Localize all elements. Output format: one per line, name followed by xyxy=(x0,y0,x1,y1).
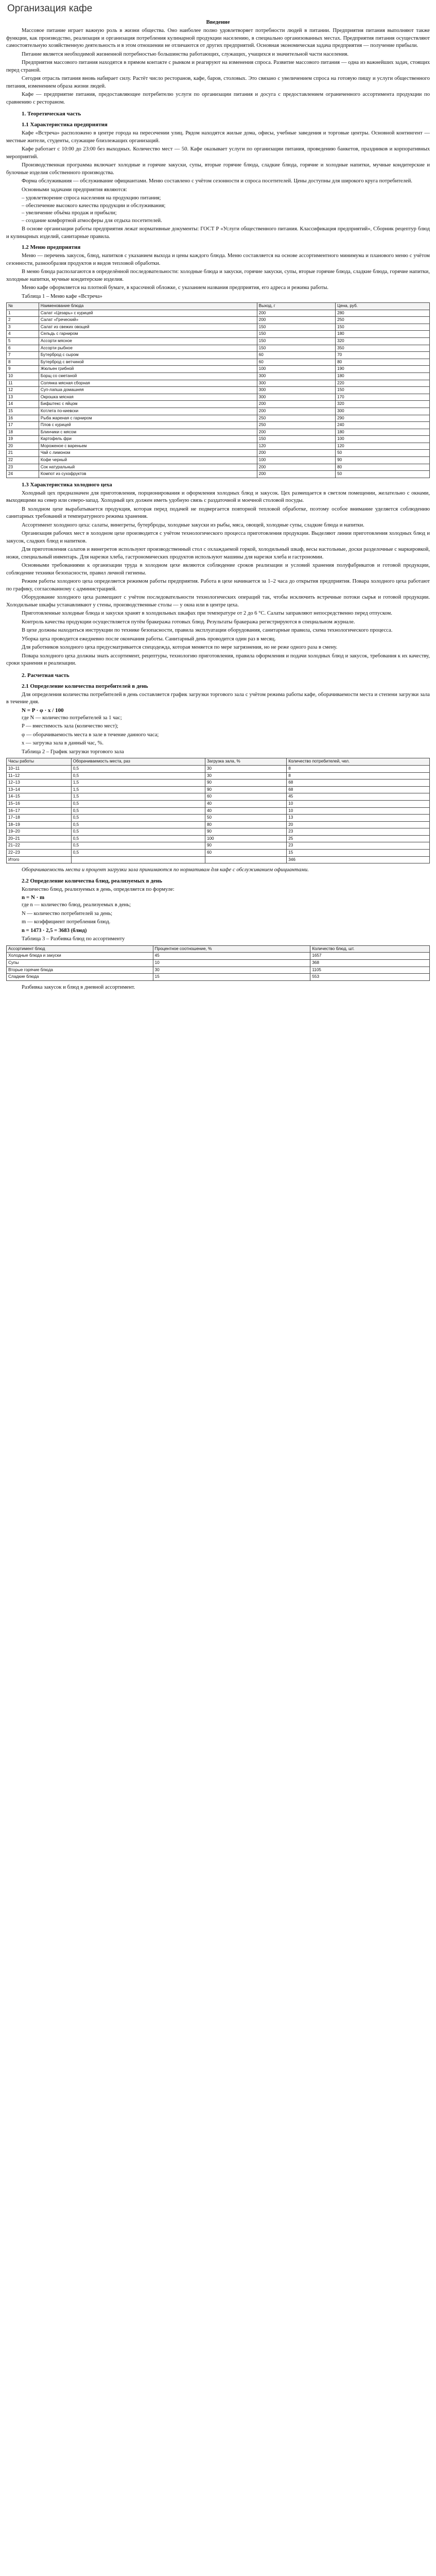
table-cell: 40 xyxy=(205,807,286,815)
table-header-cell: Загрузка зала, % xyxy=(205,758,286,766)
intro-paragraph: Питание является необходимой жизненной потребностью большинства работающих, служащих, учащихся и значительной части населения. xyxy=(22,51,349,57)
table-cell: Чай с лимоном xyxy=(39,450,257,457)
table-cell: 0,5 xyxy=(71,828,205,836)
table-row xyxy=(7,345,430,352)
table-row xyxy=(7,331,430,338)
body-paragraph: Для работников холодного цеха предусматривается спецодежда, которая меняется по мере загрязнения, но не реже одного раза в смену. xyxy=(22,645,338,651)
table-cell: 170 xyxy=(336,394,430,401)
table-cell: 190 xyxy=(336,366,430,373)
subsection-heading: 1.1 Характеристика предприятия xyxy=(22,122,108,128)
table-cell: 150 xyxy=(336,387,430,394)
formula: n = N · m xyxy=(22,894,45,901)
list-intro: Основными задачами предприятия являются: xyxy=(22,187,127,193)
body-paragraph: Оборудование холодного цеха размещают с учётом последовательности технологических операций так, чтобы исключить встречные потоки сырья и готовой продукции. Холодильные шкафы устанавливают у стены, производственные столы — у окна или в центре цеха. xyxy=(6,595,430,608)
document-title: Организация кафе xyxy=(7,3,93,14)
table-cell: 90 xyxy=(205,842,286,850)
body-paragraph: Количество блюд, реализуемых в день, определяется по формуле: xyxy=(22,886,175,892)
table-cell: 8 xyxy=(287,772,430,779)
table-cell: Плов с курицей xyxy=(39,422,257,429)
table-row xyxy=(7,786,430,793)
table-cell: Блинчики с мясом xyxy=(39,429,257,436)
table-cell: 8 xyxy=(7,359,39,366)
table-cell: 68 xyxy=(287,786,430,793)
table-row xyxy=(7,821,430,828)
body-paragraph: Основными требованиями к организации труда в холодном цехе являются соблюдение сроков реализации и условий хранения полуфабрикатов и готовой продукции, соблюдение техники безопасности, правил личной гигиены. xyxy=(6,563,430,576)
table-cell: 30 xyxy=(205,765,286,772)
table-cell: Салат «Цезарь» с курицей xyxy=(39,310,257,317)
table-cell: 90 xyxy=(205,779,286,787)
table-cell: 17–18 xyxy=(7,815,72,822)
section-heading: 2. Расчетная часть xyxy=(22,672,69,679)
table-cell: Бутерброд с сыром xyxy=(39,352,257,359)
table-cell: 13 xyxy=(7,394,39,401)
cold-shop-text xyxy=(6,490,430,668)
table-header-cell: Количество блюд, шт. xyxy=(310,945,430,953)
table-header-row xyxy=(7,758,430,766)
table-cell: 150 xyxy=(257,331,335,338)
table-cell: 45 xyxy=(287,793,430,801)
table-cell: 12–13 xyxy=(7,779,72,787)
subsection-heading: 2.2 Определение количества блюд, реализуемых в день xyxy=(22,877,163,884)
table-cell: 200 xyxy=(257,317,335,324)
table-row xyxy=(7,415,430,422)
body-paragraph: Меню — перечень закусок, блюд, напитков с указанием выхода и цены каждого блюда. Меню составляется на основе ассортиментного минимума и планового меню с учётом сезонности, разнообразия продуктов и видов тепловой обработки. xyxy=(6,253,430,266)
table-cell: 90 xyxy=(205,786,286,793)
subsection-heading: 1.3 Характеристика холодного цеха xyxy=(22,481,112,488)
table-cell: Солянка мясная сборная xyxy=(39,380,257,387)
table-cell: 0,5 xyxy=(71,765,205,772)
formula-legend: m — коэффициент потребления блюд. xyxy=(22,919,111,925)
table-row xyxy=(7,359,430,366)
body-paragraph: Организация рабочих мест в холодном цехе производится с учётом технологического процесса приготовления продукции. Выделяют линии приготовления холодных блюд и закусок, сладких блюд и напитков. xyxy=(6,531,430,544)
table-cell: 200 xyxy=(257,310,335,317)
table-cell: 19 xyxy=(7,436,39,443)
table-cell: 300 xyxy=(257,394,335,401)
body-paragraph: Форма обслуживания — обслуживание официантами. Меню составлено с учётом сезонности и спроса посетителей. Цены доступны для широкого круга потребителей. xyxy=(22,178,412,184)
table-cell: Салат «Греческий» xyxy=(39,317,257,324)
closing-line: Разбивка закусок и блюд в дневной ассортимент. xyxy=(22,984,135,990)
table-cell: Сельдь с гарниром xyxy=(39,331,257,338)
table-cell: Салат из свежих овощей xyxy=(39,324,257,331)
table-cell: 150 xyxy=(257,324,335,331)
table-cell: 8 xyxy=(287,765,430,772)
table-cell: Бифштекс с яйцом xyxy=(39,401,257,408)
table-cell: 30 xyxy=(153,967,310,974)
subsection-heading: 2.1 Определение количества потребителей в день xyxy=(22,683,148,689)
subsection-heading: 1.2 Меню предприятия xyxy=(22,244,81,250)
table-cell: 1,5 xyxy=(71,793,205,801)
table-cell: 200 xyxy=(257,429,335,436)
table-header-cell: Процентное соотношение, % xyxy=(153,945,310,953)
table-cell: 5 xyxy=(7,337,39,345)
table-row xyxy=(7,793,430,801)
table-cell: 14 xyxy=(7,401,39,408)
table-cell: 10 xyxy=(287,807,430,815)
intro-paragraph: Предприятия массового питания находятся в прямом контакте с рынком и реагируют на изменения спроса. Развитие массового питания — одна из важнейших задач, стоящих перед страной. xyxy=(6,60,430,73)
table-cell: 0,5 xyxy=(71,772,205,779)
table-cell: 0,5 xyxy=(71,850,205,857)
table-cell: 11–12 xyxy=(7,772,72,779)
table-row xyxy=(7,436,430,443)
table-cell: 20 xyxy=(287,821,430,828)
table-cell: 320 xyxy=(336,401,430,408)
body-paragraph: Режим работы холодного цеха определяется режимом работы предприятия. Работа в цехе начинается за 1–2 часа до открытия предприятия. Повара холодного цеха работают по графику, согласованному с администрацией. xyxy=(6,579,430,592)
table-cell: Жюльен грибной xyxy=(39,366,257,373)
table-cell: 15–16 xyxy=(7,800,72,807)
table-cell: 17 xyxy=(7,422,39,429)
table-cell: 13 xyxy=(287,815,430,822)
table-cell: 20–21 xyxy=(7,835,72,842)
table-cell: 70 xyxy=(336,352,430,359)
formula-result: n = 1473 · 2,5 = 3683 (блюд) xyxy=(22,927,87,934)
body-paragraph: Кафе работает с 10:00 до 23:00 без выходных. Количество мест — 50. Кафе оказывает услуги по организации питания, проведению банкетов, праздников и корпоративных мероприятий. xyxy=(6,146,430,160)
table-cell: 300 xyxy=(336,408,430,415)
table-cell: Сок натуральный xyxy=(39,464,257,471)
formula-legend: где N — количество потребителей за 1 час; xyxy=(22,715,122,721)
formula-legend: P — вместимость зала (количество мест); xyxy=(22,723,118,730)
body-paragraph: Производственная программа включает холодные и горячие закуски, супы, вторые горячие блюда, сладкие блюда, горячие и холодные напитки, мучные кондитерские и булочные изделия собственного производства. xyxy=(6,162,430,176)
table-row xyxy=(7,337,430,345)
table-cell: 300 xyxy=(257,380,335,387)
table-cell: 250 xyxy=(336,317,430,324)
table-cell: 24 xyxy=(7,471,39,478)
table-note: Оборачиваемость места и процент загрузки зала принимаются по нормативам для кафе с обслуживанием официантами. xyxy=(22,867,309,873)
table-cell: Окрошка мясная xyxy=(39,394,257,401)
table-cell: 100 xyxy=(257,366,335,373)
table-row xyxy=(7,807,430,815)
table-cell: 290 xyxy=(336,415,430,422)
table-cell: 120 xyxy=(336,443,430,450)
table-cell: 0,5 xyxy=(71,821,205,828)
table-cell: 16–17 xyxy=(7,807,72,815)
table-row xyxy=(7,372,430,380)
table-row xyxy=(7,765,430,772)
table-cell: Суп-лапша домашняя xyxy=(39,387,257,394)
table-row xyxy=(7,352,430,359)
dish-table xyxy=(6,945,430,981)
section-heading: 1. Теоретическая часть xyxy=(22,111,81,117)
table-header-cell: Наименование блюда xyxy=(39,303,257,310)
table-row xyxy=(7,835,430,842)
table-row xyxy=(7,800,430,807)
intro-heading: Введение xyxy=(206,19,230,25)
body-paragraph: Кафе «Встреча» расположено в центре города на пересечении улиц. Рядом находятся жилые дома, офисы, учебные заведения и торговые центры. Основной контингент — местные жители, студенты, служащие близлежащих организаций. xyxy=(6,130,430,144)
table-cell: 22–23 xyxy=(7,850,72,857)
body-paragraph: В цехе должны находиться инструкции по технике безопасности, правила эксплуатации оборудования, санитарные правила, схема технологического процесса. xyxy=(22,628,393,634)
table-cell: 280 xyxy=(336,310,430,317)
table-cell: Ассорти рыбное xyxy=(39,345,257,352)
body-paragraph: Для приготовления салатов и винегретов используют производственный стол с охлаждаемой горкой, холодильный шкаф, весы настольные, доски разделочные с маркировкой, ножи, специальный инвентарь. Для нарезки хлеба, гастрономических продуктов используют машины для нарезки хлеба и гастрономии. xyxy=(6,547,430,560)
document xyxy=(3,0,433,991)
body-paragraph: В основе организации работы предприятия лежат нормативные документы: ГОСТ Р «Услуги общественного питания. Классификация предприятий», Сборник рецептур блюд и кулинарных изделий, санитарные правила. xyxy=(6,226,430,240)
table-cell: 200 xyxy=(257,401,335,408)
table-cell: 220 xyxy=(336,380,430,387)
list-item: – удовлетворение спроса населения на продукцию питания; xyxy=(22,195,430,202)
table-cell: 14–15 xyxy=(7,793,72,801)
table-cell: 1657 xyxy=(310,953,430,960)
table-cell: 150 xyxy=(336,324,430,331)
table-cell: 80 xyxy=(336,359,430,366)
table-cell: Компот из сухофруктов xyxy=(39,471,257,478)
table-cell: 180 xyxy=(336,331,430,338)
table-cell: 2 xyxy=(7,317,39,324)
table-cell: 60 xyxy=(205,793,286,801)
table-cell: 23 xyxy=(287,828,430,836)
table-row xyxy=(7,842,430,850)
list-item: – увеличение объёма продаж и прибыли; xyxy=(22,210,430,217)
table-cell: 0,5 xyxy=(71,800,205,807)
table-cell: 200 xyxy=(257,464,335,471)
body-paragraph: Ассортимент холодного цеха: салаты, винегреты, бутерброды, холодные закуски из рыбы, мяса, овощей, холодные супы, сладкие блюда и напитки. xyxy=(22,522,364,528)
load-table xyxy=(6,758,430,863)
formula-legend: φ — оборачиваемость места в зале в течение данного часа; xyxy=(22,732,159,738)
table-cell: 80 xyxy=(336,464,430,471)
table-row xyxy=(7,429,430,436)
table-row xyxy=(7,450,430,457)
table-cell: 11 xyxy=(7,380,39,387)
table-cell: Котлета по-киевски xyxy=(39,408,257,415)
table-cell: 1105 xyxy=(310,967,430,974)
table-row xyxy=(7,387,430,394)
table-cell: 240 xyxy=(336,422,430,429)
table-row xyxy=(7,850,430,857)
table-cell: Сладкие блюда xyxy=(7,974,153,981)
table-cell: 80 xyxy=(205,821,286,828)
table-header-cell: Количество потребителей, чел. xyxy=(287,758,430,766)
formula-legend: x — загрузка зала в данный час, %. xyxy=(22,740,104,747)
table-row xyxy=(7,366,430,373)
table-cell: 16 xyxy=(7,415,39,422)
table-cell: 22 xyxy=(7,457,39,464)
table-cell: 68 xyxy=(287,779,430,787)
table-cell: 15 xyxy=(287,850,430,857)
table-cell: 180 xyxy=(336,429,430,436)
table-caption: Таблица 3 – Разбивка блюд по ассортименту xyxy=(22,936,125,942)
menu-table xyxy=(6,302,430,478)
table-cell: 100 xyxy=(336,436,430,443)
table-header-cell: Выход, г xyxy=(257,303,335,310)
table-cell: 90 xyxy=(336,457,430,464)
table-cell: 346 xyxy=(287,856,430,863)
body-paragraph: Приготовленные холодные блюда и закуски хранят в холодильных шкафах при температуре от 2 до 6 °С. Салаты заправляют непосредственно перед отпуском. xyxy=(22,611,392,617)
table-cell: 1,5 xyxy=(71,786,205,793)
table-header-row xyxy=(7,303,430,310)
body-paragraph: Уборка цеха проводится ежедневно после окончания работы. Санитарный день проводится один раз в месяц. xyxy=(22,636,276,642)
formula-legend: N — количество потребителей за день; xyxy=(22,910,113,917)
body-paragraph: Меню кафе оформляется на плотной бумаге, в красочной обложке, с указанием названия предприятия, его адреса и режима работы. xyxy=(22,285,329,291)
table-cell: 45 xyxy=(153,953,310,960)
table-caption: Таблица 2 – График загрузки торгового зала xyxy=(22,749,124,755)
table-cell: 150 xyxy=(257,337,335,345)
table-cell: 300 xyxy=(257,372,335,380)
table-cell: 180 xyxy=(336,372,430,380)
body-paragraph: Для определения количества потребителей в день составляется график загрузки торгового зала с учётом режима работы кафе, оборачиваемости места и степени загрузки зала в течение дня. xyxy=(6,691,430,705)
table-row xyxy=(7,772,430,779)
table-cell: 10 xyxy=(153,959,310,967)
body-paragraph: В холодном цехе вырабатывается продукция, которая перед подачей не подвергается повторной тепловой обработке, поэтому особое внимание уделяется соблюдению санитарных требований и температурного режима хранения. xyxy=(6,506,430,520)
table-cell: 20 xyxy=(7,443,39,450)
table-row xyxy=(7,443,430,450)
table-cell: 25 xyxy=(287,835,430,842)
table-row xyxy=(7,422,430,429)
table-cell: 23 xyxy=(7,464,39,471)
table-header-row xyxy=(7,945,430,953)
table-cell: Борщ со сметаной xyxy=(39,372,257,380)
table-cell: 300 xyxy=(257,387,335,394)
table-cell: 90 xyxy=(205,828,286,836)
intro-paragraph: Кафе — предприятие питания, предоставляющее потребителю услуги по организации питания и досуга с предоставлением ограниченного ассортимента продукции по сравнению с рестораном. xyxy=(6,92,430,105)
table-cell: 23 xyxy=(287,842,430,850)
table-cell: 1,5 xyxy=(71,779,205,787)
table-cell: 553 xyxy=(310,974,430,981)
table-row xyxy=(7,815,430,822)
table-cell: Картофель фри xyxy=(39,436,257,443)
table-cell: 40 xyxy=(205,800,286,807)
table-row xyxy=(7,310,430,317)
table-row xyxy=(7,856,430,863)
table-row xyxy=(7,401,430,408)
intro-paragraph: Сегодня отрасль питания вновь набирает силу. Растёт число ресторанов, кафе, баров, столовых. Это связано с увеличением спроса на готовую пищу и услуги общественного питания, изменением образа жизни людей. xyxy=(6,76,430,89)
table-cell: 0,5 xyxy=(71,842,205,850)
table-cell: 18 xyxy=(7,429,39,436)
table-cell: 12 xyxy=(7,387,39,394)
table-cell: 120 xyxy=(257,443,335,450)
table-cell: 10 xyxy=(7,372,39,380)
table-cell: 250 xyxy=(257,415,335,422)
table-cell: 15 xyxy=(7,408,39,415)
table-cell: 1 xyxy=(7,310,39,317)
table-cell xyxy=(71,856,205,863)
table-header-cell: Часы работы xyxy=(7,758,72,766)
table-cell: 10 xyxy=(287,800,430,807)
table-cell: 50 xyxy=(336,450,430,457)
table-cell: 368 xyxy=(310,959,430,967)
table-cell: Ассорти мясное xyxy=(39,337,257,345)
table-cell: 10–11 xyxy=(7,765,72,772)
table-row xyxy=(7,967,430,974)
table-row xyxy=(7,471,430,478)
table-cell: 0,5 xyxy=(71,835,205,842)
table-caption: Таблица 1 – Меню кафе «Встреча» xyxy=(22,293,102,299)
body-paragraph: Повара холодного цеха должны знать ассортимент, рецептуры, технологию приготовления, правила оформления и подачи холодных блюд и закусок, требования к их качеству, сроки хранения и реализации. xyxy=(6,653,430,667)
table-cell: 0,5 xyxy=(71,815,205,822)
table-header-cell: Цена, руб. xyxy=(336,303,430,310)
table-cell: 15 xyxy=(153,974,310,981)
table-row xyxy=(7,408,430,415)
formula-legend: где n — количество блюд, реализуемых в день; xyxy=(22,902,131,908)
table-cell: Вторые горячие блюда xyxy=(7,967,153,974)
table-row xyxy=(7,974,430,981)
table-cell: 4 xyxy=(7,331,39,338)
table-cell: 6 xyxy=(7,345,39,352)
table-cell: Мороженое с вареньем xyxy=(39,443,257,450)
list-item: – обеспечение высокого качества продукции и обслуживания; xyxy=(22,202,430,210)
table-header-cell: № xyxy=(7,303,39,310)
table-cell: 13–14 xyxy=(7,786,72,793)
table-row xyxy=(7,828,430,836)
table-cell: 100 xyxy=(205,835,286,842)
table-cell: Рыба жареная с гарниром xyxy=(39,415,257,422)
list-item: – создание комфортной атмосферы для отдыха посетителей. xyxy=(22,217,430,225)
body-paragraph: В меню блюда располагаются в определённой последовательности: холодные блюда и закуски, горячие закуски, супы, вторые горячие блюда, сладкие блюда, горячие напитки, холодные напитки, мучные кондитерские изделия. xyxy=(6,269,430,282)
table-row xyxy=(7,953,430,960)
table-cell: 150 xyxy=(257,345,335,352)
table-cell: 21 xyxy=(7,450,39,457)
intro-paragraph: Массовое питание играет важную роль в жизни общества. Оно наиболее полно удовлетворяет потребности людей в питании. Предприятия питания выполняют также функции, как производство, реализация и организация потребления кулинарной продукции населению, в специально организованных местах. Предприятия питания осуществляют самостоятельную хозяйственную деятельность и в этом отношении не отличаются от других предприятий. Основная экономическая задача предприятия — получение прибыли. xyxy=(6,28,430,48)
table-cell: Кофе черный xyxy=(39,457,257,464)
table-cell: 7 xyxy=(7,352,39,359)
table-cell: 100 xyxy=(257,457,335,464)
table-cell: Бутерброд с ветчиной xyxy=(39,359,257,366)
table-row xyxy=(7,317,430,324)
table-cell: 21–22 xyxy=(7,842,72,850)
table-cell: 19–20 xyxy=(7,828,72,836)
table-cell: 250 xyxy=(257,422,335,429)
table-cell: 320 xyxy=(336,337,430,345)
table-cell: 200 xyxy=(257,450,335,457)
table-cell: 3 xyxy=(7,324,39,331)
body-paragraph: Холодный цех предназначен для приготовления, порционирования и оформления холодных блюд и закусок. Цех размещается в светлом помещении, желательно с окнами, выходящими на север или северо-запад. Холодный цех должен иметь удобную связь с раздаточной и моечной столовой посуды. xyxy=(6,490,430,504)
table-cell: 30 xyxy=(205,772,286,779)
table-cell: 0,5 xyxy=(71,807,205,815)
table-cell: 60 xyxy=(257,352,335,359)
table-cell: 200 xyxy=(257,408,335,415)
table-cell: 18–19 xyxy=(7,821,72,828)
table-cell: 50 xyxy=(205,815,286,822)
table-row xyxy=(7,324,430,331)
table-header-cell: Ассортимент блюд xyxy=(7,945,153,953)
table-row xyxy=(7,464,430,471)
table-cell: 150 xyxy=(257,436,335,443)
table-row xyxy=(7,394,430,401)
table-row xyxy=(7,779,430,787)
formula: N = P · φ · x / 100 xyxy=(22,707,64,714)
table-cell: 9 xyxy=(7,366,39,373)
table-cell: 350 xyxy=(336,345,430,352)
task-list xyxy=(6,195,430,225)
body-paragraph: Контроль качества продукции осуществляется путём бракеража готовых блюд. Результаты бракеража регистрируются в специальном журнале. xyxy=(22,619,355,625)
table-header-cell: Оборачиваемость места, раз xyxy=(71,758,205,766)
table-cell: Итого xyxy=(7,856,72,863)
table-cell: Супы xyxy=(7,959,153,967)
table-row xyxy=(7,457,430,464)
table-cell: 60 xyxy=(257,359,335,366)
table-cell: 50 xyxy=(336,471,430,478)
table-cell xyxy=(205,856,286,863)
table-row xyxy=(7,380,430,387)
table-cell: 60 xyxy=(205,850,286,857)
table-cell: 200 xyxy=(257,471,335,478)
table-cell: Холодные блюда и закуски xyxy=(7,953,153,960)
table-row xyxy=(7,959,430,967)
